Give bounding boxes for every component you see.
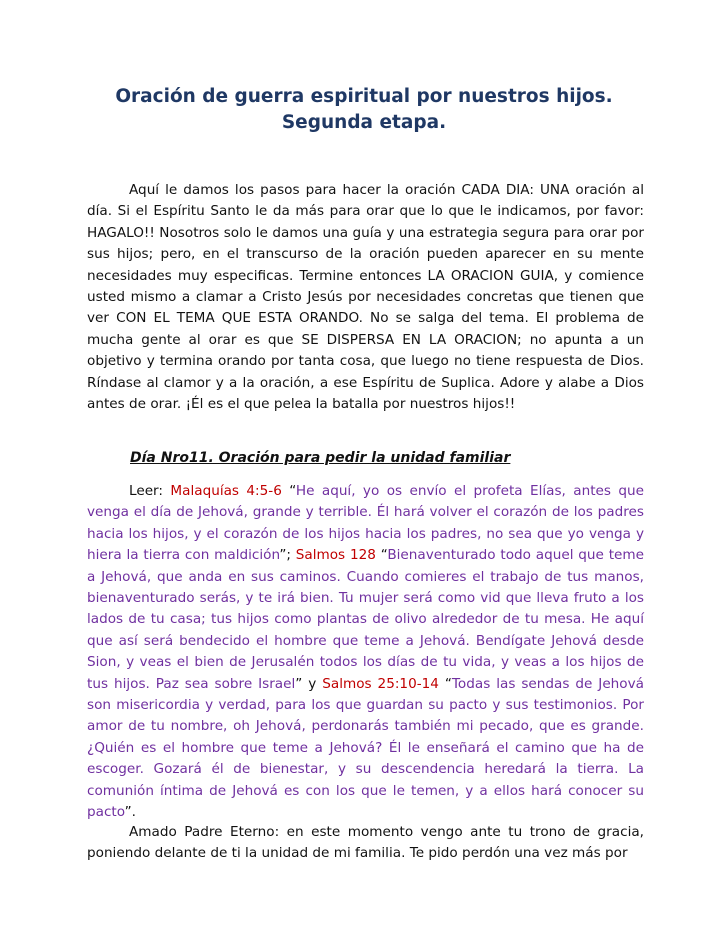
closing-quote: ”. — [124, 804, 136, 821]
verse-text: Todas las sendas de Jehová son misericordia y verdad, para los que guardan su pacto y sus testimonios. Por amor de tu nombre, oh Jehová, perdonarás también mi pecado, que es grande. ¿Quién es el hombre que teme a Jehová? Él le enseñará el camino que ha de escoger. Gozará él de bienestar, y su descendencia heredará la tierra. La comunión íntima de Jehová es con los que le temen, y a ellos hará conocer su pacto — [87, 675, 644, 821]
prayer-paragraph — [87, 822, 644, 865]
reading-paragraph — [87, 481, 644, 824]
leer-label: Leer: — [129, 483, 171, 499]
intro-text: Aquí le damos los pasos para hacer la oración CADA DIA: UNA oración al día. Si el Espíritu Santo le da más para orar que lo que le indicamos, por favor: HAGALO!! Nosotros solo le damos una guía y una estrategia segura para orar por sus hijos; pero, en el transcurso de la oración pueden aparecer en su mente necesidades muy especificas. Termine entonces LA ORACION GUIA, y comience usted mismo a clamar a Cristo Jesús por necesidades concretas que tienen que ver CON EL TEMA QUE ESTA ORANDO. No se salga del tema. El problema de mucha gente al orar es que SE DISPERSA EN LA ORACION; no apunta a un objetivo y termina orando por tanta cosa, que luego no tiene respuesta de Dios. Ríndase al clamor y a la oración, a ese Espíritu de Suplica. Adore y alabe a Dios antes de orar. ¡Él es el que pelea la batalla por nuestros hijos!! — [87, 182, 644, 413]
quote-mark: “ — [375, 547, 388, 564]
scripture-reference: Salmos 25:10-14 — [322, 675, 439, 692]
separator: ” y — [295, 675, 323, 692]
verse-text: He aquí, yo os envío el profeta Elías, antes que venga el día de Jehová, grande y terrible. Él hará volver el corazón de los padres hacia los hijos, y el corazón de los hijos hacia los padres, no sea que yo venga y hiera la tierra con maldición — [87, 483, 645, 564]
quote-mark: “ — [438, 675, 452, 692]
quote-mark: “ — [281, 483, 296, 499]
page-title: Oración de guerra espiritual por nuestros hijos. Segunda etapa. — [115, 86, 613, 133]
prayer-text: Amado Padre Eterno: en este momento vengo ante tu trono de gracia, poniendo delante de ti la unidad de mi familia. Te pido perdón una vez más por — [87, 824, 644, 862]
separator: ”; — [279, 547, 296, 564]
verse-text: Bienaventurado todo aquel que teme a Jehová, que anda en sus caminos. Cuando comieres el trabajo de tus manos, bienaventurado serás, y te irá bien. Tu mujer será como vid que lleva fruto a los lados de tu casa; tus hijos como plantas de olivo alrededor de tu mesa. He aquí que así será bendecido el hombre que teme a Jehová. Bendígate Jehová desde Sion, y veas el bien de Jerusalén todos los días de tu vida, y veas a los hijos de tus hijos. Paz sea sobre Israel — [87, 547, 644, 692]
day-heading: Día Nro11. Oración para pedir la unidad familiar — [130, 450, 511, 466]
intro-paragraph — [87, 180, 644, 415]
scripture-reference: Malaquías 4:5-6 — [170, 483, 282, 499]
scripture-reference: Salmos 128 — [295, 547, 376, 564]
